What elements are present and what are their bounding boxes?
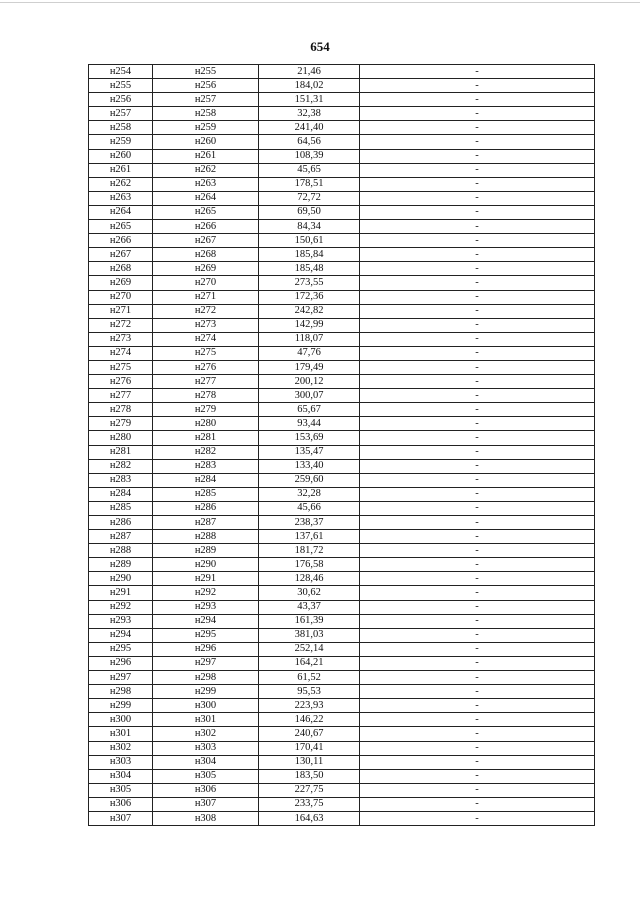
note-cell: -: [360, 417, 595, 431]
table-row: [89, 360, 595, 374]
from-point-cell: н265: [89, 220, 153, 234]
to-point-cell: н278: [153, 389, 259, 403]
table-row: [89, 403, 595, 417]
note-cell: -: [360, 318, 595, 332]
table-row: [89, 459, 595, 473]
to-point-cell: н260: [153, 135, 259, 149]
length-cell: 72,72: [259, 191, 360, 205]
note-cell: -: [360, 699, 595, 713]
table-row: [89, 135, 595, 149]
note-cell: -: [360, 135, 595, 149]
to-point-cell: н277: [153, 375, 259, 389]
from-point-cell: н275: [89, 360, 153, 374]
to-point-cell: н255: [153, 65, 259, 79]
table-row: [89, 79, 595, 93]
from-point-cell: н266: [89, 234, 153, 248]
length-cell: 128,46: [259, 572, 360, 586]
from-point-cell: н257: [89, 107, 153, 121]
length-cell: 64,56: [259, 135, 360, 149]
to-point-cell: н288: [153, 530, 259, 544]
length-cell: 69,50: [259, 205, 360, 219]
to-point-cell: н266: [153, 220, 259, 234]
from-point-cell: н279: [89, 417, 153, 431]
to-point-cell: н298: [153, 671, 259, 685]
table-row: [89, 205, 595, 219]
note-cell: -: [360, 656, 595, 670]
top-scan-rule: [0, 2, 640, 3]
to-point-cell: н284: [153, 473, 259, 487]
note-cell: -: [360, 375, 595, 389]
note-cell: -: [360, 586, 595, 600]
to-point-cell: н265: [153, 205, 259, 219]
note-cell: -: [360, 459, 595, 473]
table-row: [89, 586, 595, 600]
table-row: [89, 501, 595, 515]
note-cell: -: [360, 628, 595, 642]
to-point-cell: н270: [153, 276, 259, 290]
from-point-cell: н287: [89, 530, 153, 544]
length-cell: 164,63: [259, 811, 360, 825]
length-cell: 184,02: [259, 79, 360, 93]
from-point-cell: н262: [89, 177, 153, 191]
table-row: [89, 417, 595, 431]
from-point-cell: н291: [89, 586, 153, 600]
from-point-cell: н288: [89, 544, 153, 558]
from-point-cell: н301: [89, 727, 153, 741]
note-cell: -: [360, 332, 595, 346]
to-point-cell: н300: [153, 699, 259, 713]
from-point-cell: н299: [89, 699, 153, 713]
from-point-cell: н294: [89, 628, 153, 642]
note-cell: -: [360, 65, 595, 79]
boundary-points-table: [88, 64, 595, 826]
to-point-cell: н286: [153, 501, 259, 515]
table-row: [89, 121, 595, 135]
note-cell: -: [360, 262, 595, 276]
to-point-cell: н280: [153, 417, 259, 431]
note-cell: -: [360, 304, 595, 318]
note-cell: -: [360, 755, 595, 769]
from-point-cell: н271: [89, 304, 153, 318]
to-point-cell: н295: [153, 628, 259, 642]
table-row: [89, 389, 595, 403]
to-point-cell: н274: [153, 332, 259, 346]
to-point-cell: н294: [153, 614, 259, 628]
note-cell: -: [360, 501, 595, 515]
to-point-cell: н279: [153, 403, 259, 417]
note-cell: -: [360, 445, 595, 459]
table-row: [89, 811, 595, 825]
to-point-cell: н304: [153, 755, 259, 769]
table-row: [89, 346, 595, 360]
note-cell: -: [360, 614, 595, 628]
table-row: [89, 614, 595, 628]
length-cell: 273,55: [259, 276, 360, 290]
length-cell: 95,53: [259, 685, 360, 699]
to-point-cell: н273: [153, 318, 259, 332]
table-body: [89, 65, 595, 826]
from-point-cell: н283: [89, 473, 153, 487]
length-cell: 43,37: [259, 600, 360, 614]
table-row: [89, 642, 595, 656]
length-cell: 153,69: [259, 431, 360, 445]
length-cell: 161,39: [259, 614, 360, 628]
from-point-cell: н306: [89, 797, 153, 811]
note-cell: -: [360, 600, 595, 614]
to-point-cell: н262: [153, 163, 259, 177]
length-cell: 118,07: [259, 332, 360, 346]
from-point-cell: н270: [89, 290, 153, 304]
table-row: [89, 699, 595, 713]
from-point-cell: н285: [89, 501, 153, 515]
length-cell: 200,12: [259, 375, 360, 389]
to-point-cell: н264: [153, 191, 259, 205]
from-point-cell: н304: [89, 769, 153, 783]
length-cell: 146,22: [259, 713, 360, 727]
from-point-cell: н272: [89, 318, 153, 332]
note-cell: -: [360, 290, 595, 304]
note-cell: -: [360, 93, 595, 107]
length-cell: 252,14: [259, 642, 360, 656]
length-cell: 223,93: [259, 699, 360, 713]
from-point-cell: н305: [89, 783, 153, 797]
table-row: [89, 332, 595, 346]
length-cell: 185,84: [259, 248, 360, 262]
length-cell: 238,37: [259, 516, 360, 530]
length-cell: 130,11: [259, 755, 360, 769]
length-cell: 84,34: [259, 220, 360, 234]
length-cell: 133,40: [259, 459, 360, 473]
length-cell: 170,41: [259, 741, 360, 755]
length-cell: 381,03: [259, 628, 360, 642]
from-point-cell: н298: [89, 685, 153, 699]
table-row: [89, 487, 595, 501]
to-point-cell: н271: [153, 290, 259, 304]
to-point-cell: н308: [153, 811, 259, 825]
from-point-cell: н256: [89, 93, 153, 107]
note-cell: -: [360, 403, 595, 417]
note-cell: -: [360, 544, 595, 558]
to-point-cell: н263: [153, 177, 259, 191]
to-point-cell: н281: [153, 431, 259, 445]
table-row: [89, 375, 595, 389]
table-row: [89, 516, 595, 530]
table-row: [89, 107, 595, 121]
note-cell: -: [360, 741, 595, 755]
from-point-cell: н284: [89, 487, 153, 501]
to-point-cell: н301: [153, 713, 259, 727]
note-cell: -: [360, 191, 595, 205]
to-point-cell: н291: [153, 572, 259, 586]
length-cell: 135,47: [259, 445, 360, 459]
length-cell: 108,39: [259, 149, 360, 163]
length-cell: 185,48: [259, 262, 360, 276]
length-cell: 181,72: [259, 544, 360, 558]
length-cell: 183,50: [259, 769, 360, 783]
to-point-cell: н275: [153, 346, 259, 360]
table-row: [89, 628, 595, 642]
table-row: [89, 93, 595, 107]
note-cell: -: [360, 727, 595, 741]
length-cell: 259,60: [259, 473, 360, 487]
from-point-cell: н263: [89, 191, 153, 205]
table-row: [89, 671, 595, 685]
to-point-cell: н299: [153, 685, 259, 699]
to-point-cell: н305: [153, 769, 259, 783]
length-cell: 32,38: [259, 107, 360, 121]
note-cell: -: [360, 389, 595, 403]
length-cell: 178,51: [259, 177, 360, 191]
from-point-cell: н289: [89, 558, 153, 572]
from-point-cell: н292: [89, 600, 153, 614]
table-row: [89, 797, 595, 811]
length-cell: 93,44: [259, 417, 360, 431]
table-row: [89, 755, 595, 769]
table-row: [89, 572, 595, 586]
table-row: [89, 741, 595, 755]
table-row: [89, 262, 595, 276]
to-point-cell: н290: [153, 558, 259, 572]
note-cell: -: [360, 234, 595, 248]
note-cell: -: [360, 163, 595, 177]
length-cell: 300,07: [259, 389, 360, 403]
length-cell: 151,31: [259, 93, 360, 107]
note-cell: -: [360, 783, 595, 797]
from-point-cell: н254: [89, 65, 153, 79]
page-number: 654: [310, 39, 330, 54]
table-row: [89, 220, 595, 234]
to-point-cell: н282: [153, 445, 259, 459]
note-cell: -: [360, 346, 595, 360]
note-cell: -: [360, 516, 595, 530]
length-cell: 30,62: [259, 586, 360, 600]
table-row: [89, 276, 595, 290]
length-cell: 137,61: [259, 530, 360, 544]
length-cell: 47,76: [259, 346, 360, 360]
to-point-cell: н261: [153, 149, 259, 163]
table-row: [89, 248, 595, 262]
note-cell: -: [360, 360, 595, 374]
to-point-cell: н272: [153, 304, 259, 318]
from-point-cell: н282: [89, 459, 153, 473]
from-point-cell: н300: [89, 713, 153, 727]
length-cell: 61,52: [259, 671, 360, 685]
to-point-cell: н287: [153, 516, 259, 530]
from-point-cell: н302: [89, 741, 153, 755]
note-cell: -: [360, 220, 595, 234]
table-row: [89, 600, 595, 614]
table-row: [89, 318, 595, 332]
from-point-cell: н268: [89, 262, 153, 276]
from-point-cell: н295: [89, 642, 153, 656]
from-point-cell: н274: [89, 346, 153, 360]
from-point-cell: н269: [89, 276, 153, 290]
from-point-cell: н258: [89, 121, 153, 135]
to-point-cell: н306: [153, 783, 259, 797]
to-point-cell: н258: [153, 107, 259, 121]
from-point-cell: н259: [89, 135, 153, 149]
note-cell: -: [360, 79, 595, 93]
table-row: [89, 656, 595, 670]
to-point-cell: н303: [153, 741, 259, 755]
table-row: [89, 713, 595, 727]
from-point-cell: н303: [89, 755, 153, 769]
to-point-cell: н257: [153, 93, 259, 107]
to-point-cell: н285: [153, 487, 259, 501]
from-point-cell: н307: [89, 811, 153, 825]
from-point-cell: н276: [89, 375, 153, 389]
length-cell: 45,65: [259, 163, 360, 177]
table-row: [89, 191, 595, 205]
table-row: [89, 65, 595, 79]
from-point-cell: н293: [89, 614, 153, 628]
length-cell: 150,61: [259, 234, 360, 248]
length-cell: 21,46: [259, 65, 360, 79]
from-point-cell: н280: [89, 431, 153, 445]
to-point-cell: н292: [153, 586, 259, 600]
note-cell: -: [360, 530, 595, 544]
to-point-cell: н283: [153, 459, 259, 473]
length-cell: 227,75: [259, 783, 360, 797]
note-cell: -: [360, 811, 595, 825]
note-cell: -: [360, 107, 595, 121]
table-row: [89, 304, 595, 318]
to-point-cell: н293: [153, 600, 259, 614]
note-cell: -: [360, 205, 595, 219]
table-row: [89, 727, 595, 741]
to-point-cell: н289: [153, 544, 259, 558]
table-row: [89, 177, 595, 191]
table-row: [89, 149, 595, 163]
note-cell: -: [360, 473, 595, 487]
table-row: [89, 769, 595, 783]
length-cell: 176,58: [259, 558, 360, 572]
note-cell: -: [360, 769, 595, 783]
to-point-cell: н307: [153, 797, 259, 811]
note-cell: -: [360, 558, 595, 572]
length-cell: 172,36: [259, 290, 360, 304]
note-cell: -: [360, 797, 595, 811]
from-point-cell: н277: [89, 389, 153, 403]
from-point-cell: н286: [89, 516, 153, 530]
table-row: [89, 783, 595, 797]
length-cell: 65,67: [259, 403, 360, 417]
from-point-cell: н290: [89, 572, 153, 586]
from-point-cell: н273: [89, 332, 153, 346]
length-cell: 241,40: [259, 121, 360, 135]
table-row: [89, 473, 595, 487]
note-cell: -: [360, 276, 595, 290]
from-point-cell: н281: [89, 445, 153, 459]
table-row: [89, 530, 595, 544]
to-point-cell: н302: [153, 727, 259, 741]
note-cell: -: [360, 121, 595, 135]
from-point-cell: н297: [89, 671, 153, 685]
table-row: [89, 290, 595, 304]
table-row: [89, 431, 595, 445]
length-cell: 240,67: [259, 727, 360, 741]
table-row: [89, 544, 595, 558]
to-point-cell: н256: [153, 79, 259, 93]
to-point-cell: н267: [153, 234, 259, 248]
length-cell: 179,49: [259, 360, 360, 374]
from-point-cell: н278: [89, 403, 153, 417]
note-cell: -: [360, 642, 595, 656]
from-point-cell: н296: [89, 656, 153, 670]
table-row: [89, 163, 595, 177]
from-point-cell: н267: [89, 248, 153, 262]
table-row: [89, 445, 595, 459]
to-point-cell: н276: [153, 360, 259, 374]
to-point-cell: н269: [153, 262, 259, 276]
from-point-cell: н261: [89, 163, 153, 177]
from-point-cell: н260: [89, 149, 153, 163]
to-point-cell: н259: [153, 121, 259, 135]
length-cell: 242,82: [259, 304, 360, 318]
length-cell: 45,66: [259, 501, 360, 515]
note-cell: -: [360, 487, 595, 501]
length-cell: 233,75: [259, 797, 360, 811]
table-row: [89, 685, 595, 699]
to-point-cell: н268: [153, 248, 259, 262]
length-cell: 32,28: [259, 487, 360, 501]
note-cell: -: [360, 685, 595, 699]
to-point-cell: н296: [153, 642, 259, 656]
note-cell: -: [360, 431, 595, 445]
note-cell: -: [360, 713, 595, 727]
length-cell: 164,21: [259, 656, 360, 670]
note-cell: -: [360, 572, 595, 586]
note-cell: -: [360, 671, 595, 685]
from-point-cell: н264: [89, 205, 153, 219]
length-cell: 142,99: [259, 318, 360, 332]
note-cell: -: [360, 149, 595, 163]
table-row: [89, 234, 595, 248]
table-row: [89, 558, 595, 572]
note-cell: -: [360, 248, 595, 262]
from-point-cell: н255: [89, 79, 153, 93]
to-point-cell: н297: [153, 656, 259, 670]
note-cell: -: [360, 177, 595, 191]
